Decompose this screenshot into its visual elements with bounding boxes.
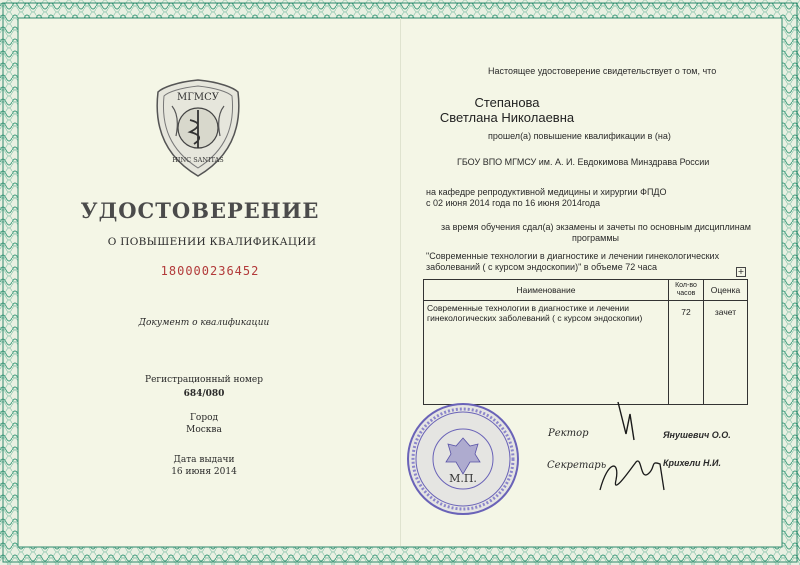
program-text-line2: заболеваний ( с курсом эндоскопии)" в объеме 72 часа xyxy=(426,262,657,272)
exams-text-line2: программы xyxy=(572,233,620,243)
signatures xyxy=(590,400,670,500)
course-name-cell xyxy=(424,301,669,405)
secretary-label: Секретарь xyxy=(547,460,607,471)
city-label: Город xyxy=(189,413,219,423)
document-title: УДОСТОВЕРЕНИЕ xyxy=(80,198,320,223)
emblem-motto: HINC SANITAS xyxy=(172,156,224,164)
department-name: на кафедре репродуктивной медицины и хирургии ФПДО xyxy=(426,187,667,197)
intro-text: Настоящее удостоверение свидетельствует о том, что xyxy=(488,66,717,76)
table-row xyxy=(424,301,748,405)
passed-text: прошел(а) повышение квалификации в (на) xyxy=(488,131,671,141)
issue-date-value: 16 июня 2014 xyxy=(171,467,237,477)
secretary-signature xyxy=(600,461,664,490)
column-header-grade: Оценка xyxy=(704,280,748,301)
course-name-line2: гинекологических заболеваний ( с курсом эндоскопии) xyxy=(427,313,643,323)
rector-signature xyxy=(618,402,634,440)
rector-name: Янушевич О.О. xyxy=(663,430,731,440)
column-header-name: Наименование xyxy=(424,280,669,301)
institution-name: ГБОУ ВПО МГМСУ им. А. И. Евдокимова Минздрава России xyxy=(457,157,710,167)
document-subtitle: О ПОВЫШЕНИИ КВАЛИФИКАЦИИ xyxy=(107,236,317,248)
table-expand-icon: + xyxy=(737,267,745,276)
rector-label: Ректор xyxy=(548,428,589,439)
center-fold xyxy=(400,18,401,546)
exams-text-line1: за время обучения сдал(а) экзамены и зачеты по основным дисциплинам xyxy=(441,222,751,232)
course-grade: зачет xyxy=(704,301,748,405)
course-name-line1: Современные технологии в диагностике и лечении xyxy=(427,303,630,313)
issue-date-label: Дата выдачи xyxy=(173,455,235,465)
program-text-line1: "Современные технологии в диагностике и лечении гинекологических xyxy=(426,251,720,261)
grades-table xyxy=(423,279,748,405)
stamp-label: М.П. xyxy=(449,472,477,485)
official-stamp xyxy=(404,400,522,518)
table-header-row xyxy=(424,280,748,301)
column-header-hours: Кол-во часов xyxy=(669,280,704,301)
emblem-abbr: МГМСУ xyxy=(177,92,219,103)
registration-value: 684/080 xyxy=(183,389,225,399)
university-emblem xyxy=(150,76,246,180)
document-type: Документ о квалификации xyxy=(138,318,270,328)
study-period: с 02 июня 2014 года по 16 июня 2014года xyxy=(426,198,600,208)
certificate-number: 180000236452 xyxy=(160,264,260,278)
secretary-name: Крихели Н.И. xyxy=(663,458,721,468)
recipient-surname: Степанова xyxy=(474,95,540,110)
course-hours: 72 xyxy=(669,301,704,405)
registration-label: Регистрационный номер xyxy=(145,375,263,385)
recipient-given-names: Светлана Николаевна xyxy=(439,110,575,125)
city-value: Москва xyxy=(186,425,222,435)
